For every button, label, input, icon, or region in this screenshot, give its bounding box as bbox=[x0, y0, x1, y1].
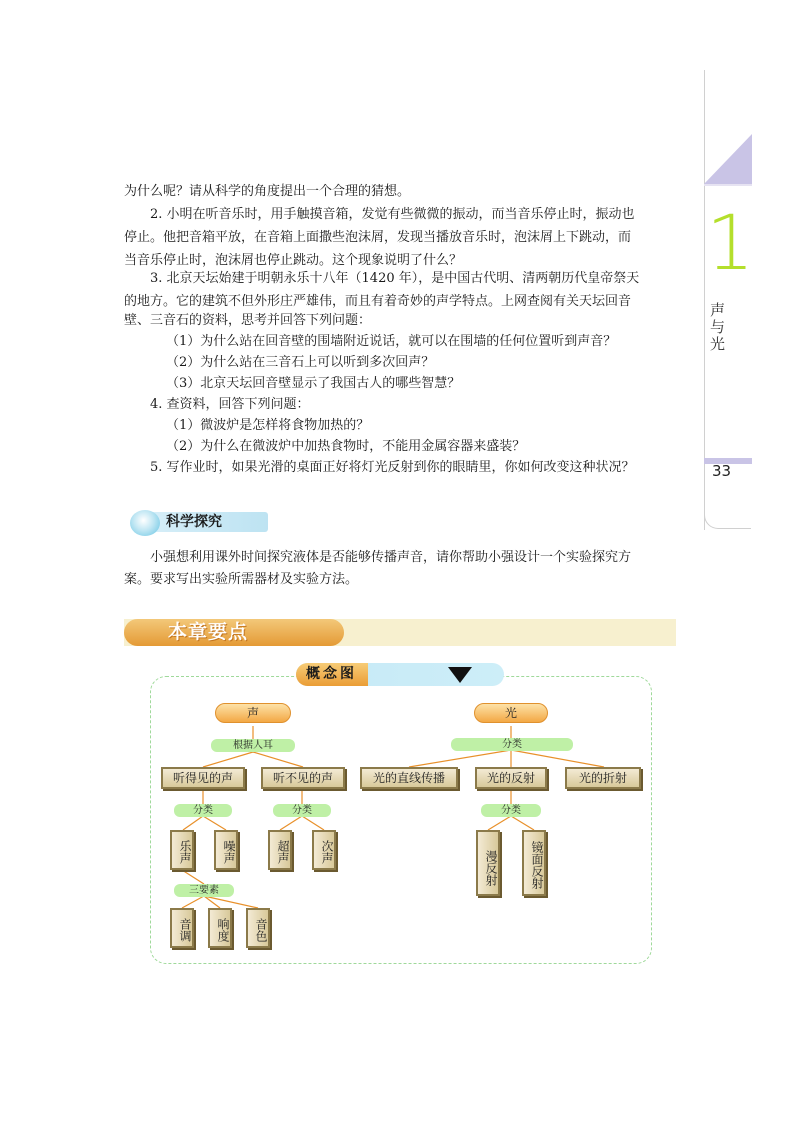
node-inaudible: 听不见的声 bbox=[261, 767, 345, 789]
exercise-line: 3. 北京天坛始建于明朝永乐十八年（1420 年），是中国古代明、清两朝历代皇帝祭天 bbox=[150, 271, 640, 286]
exercise-line: 为什么呢？请从科学的角度提出一个合理的猜想。 bbox=[124, 184, 411, 199]
node-pitch: 音调 bbox=[170, 908, 194, 948]
inquiry-title: 科学探究 bbox=[166, 514, 222, 530]
connector-line bbox=[280, 816, 302, 830]
node-loudness: 响度 bbox=[208, 908, 232, 948]
tag-criterion: 根据人耳 bbox=[211, 739, 295, 752]
exercise-line: 的地方。它的建筑不但外形庄严雄伟，而且有着奇妙的声学特点。上网查阅有关天坛回音 bbox=[124, 294, 632, 309]
tag-classify-inaudible: 分类 bbox=[273, 804, 331, 817]
triangle-down-icon bbox=[448, 667, 472, 683]
concept-map-title: 概念图 bbox=[306, 666, 357, 682]
tag-classify-light: 分类 bbox=[451, 738, 573, 751]
node-refraction: 光的折射 bbox=[565, 767, 641, 789]
connector-line bbox=[203, 752, 253, 767]
connector-line bbox=[182, 870, 204, 884]
tag-three-elements: 三要素 bbox=[174, 884, 234, 897]
node-audible: 听得见的声 bbox=[161, 767, 245, 789]
node-timbre: 音色 bbox=[246, 908, 270, 948]
exercise-line: 2. 小明在听音乐时，用手触摸音箱，发觉有些微微的振动，而当音乐停止时，振动也 bbox=[150, 207, 635, 222]
connector-line bbox=[203, 816, 226, 830]
exercise-line: （2）为什么站在三音石上可以听到多次回声？ bbox=[166, 355, 435, 370]
node-specular: 镜面反射 bbox=[522, 830, 546, 896]
page-number: 33 bbox=[712, 462, 732, 480]
connector-line bbox=[511, 750, 604, 767]
connector-line bbox=[488, 816, 511, 830]
node-infrasound: 次声 bbox=[312, 830, 336, 870]
node-straight-line: 光的直线传播 bbox=[360, 767, 458, 789]
chapter-number: 1 bbox=[706, 198, 755, 287]
exercise-line: 5. 写作业时，如果光滑的桌面正好将灯光反射到你的眼睛里，你如何改变这种状况？ bbox=[150, 460, 635, 475]
connector-line bbox=[253, 752, 303, 767]
concept-map-header bbox=[296, 663, 504, 686]
node-noise: 噪声 bbox=[214, 830, 238, 870]
inquiry-line: 案。要求写出实验所需器材及实验方法。 bbox=[124, 572, 359, 587]
exercise-line: （1）为什么站在回音壁的围墙附近说话，就可以在围墙的任何位置听到声音？ bbox=[166, 334, 617, 349]
inquiry-line: 小强想利用课外时间探究液体是否能够传播声音，请你帮助小强设计一个实验探究方 bbox=[150, 550, 632, 565]
exercise-line: 停止。他把音箱平放，在音箱上面撒些泡沫屑，发现当播放音乐时，泡沫屑上下跳动，而 bbox=[124, 230, 632, 245]
node-sound: 声 bbox=[215, 703, 291, 723]
exercise-line: 4. 查资料，回答下列问题： bbox=[150, 397, 310, 412]
node-diffuse: 漫反射 bbox=[476, 830, 500, 896]
node-ultrasound: 超声 bbox=[268, 830, 292, 870]
connector-line bbox=[183, 816, 203, 830]
tag-classify-reflection: 分类 bbox=[481, 804, 541, 817]
exercise-line: （1）微波炉是怎样将食物加热的？ bbox=[166, 418, 370, 433]
connector-line bbox=[302, 816, 324, 830]
exercise-line: 当音乐停止时，泡沫屑也停止跳动。这个现象说明了什么？ bbox=[124, 253, 463, 268]
key-points-title: 本章要点 bbox=[168, 621, 249, 643]
node-music: 乐声 bbox=[170, 830, 194, 870]
exercise-line: （2）为什么在微波炉中加热食物时，不能用金属容器来盛装？ bbox=[166, 439, 526, 454]
exercise-line: 壁、三音石的资料，思考并回答下列问题： bbox=[124, 313, 372, 328]
tag-classify-audible: 分类 bbox=[174, 804, 232, 817]
connector-line bbox=[511, 816, 534, 830]
chapter-title: 声与光 bbox=[710, 301, 726, 353]
node-reflection: 光的反射 bbox=[475, 767, 547, 789]
exercise-line: （3）北京天坛回音壁显示了我国古人的哪些智慧？ bbox=[166, 376, 461, 391]
node-light: 光 bbox=[474, 703, 548, 723]
connector-line bbox=[409, 750, 511, 767]
connector-line bbox=[182, 896, 204, 908]
